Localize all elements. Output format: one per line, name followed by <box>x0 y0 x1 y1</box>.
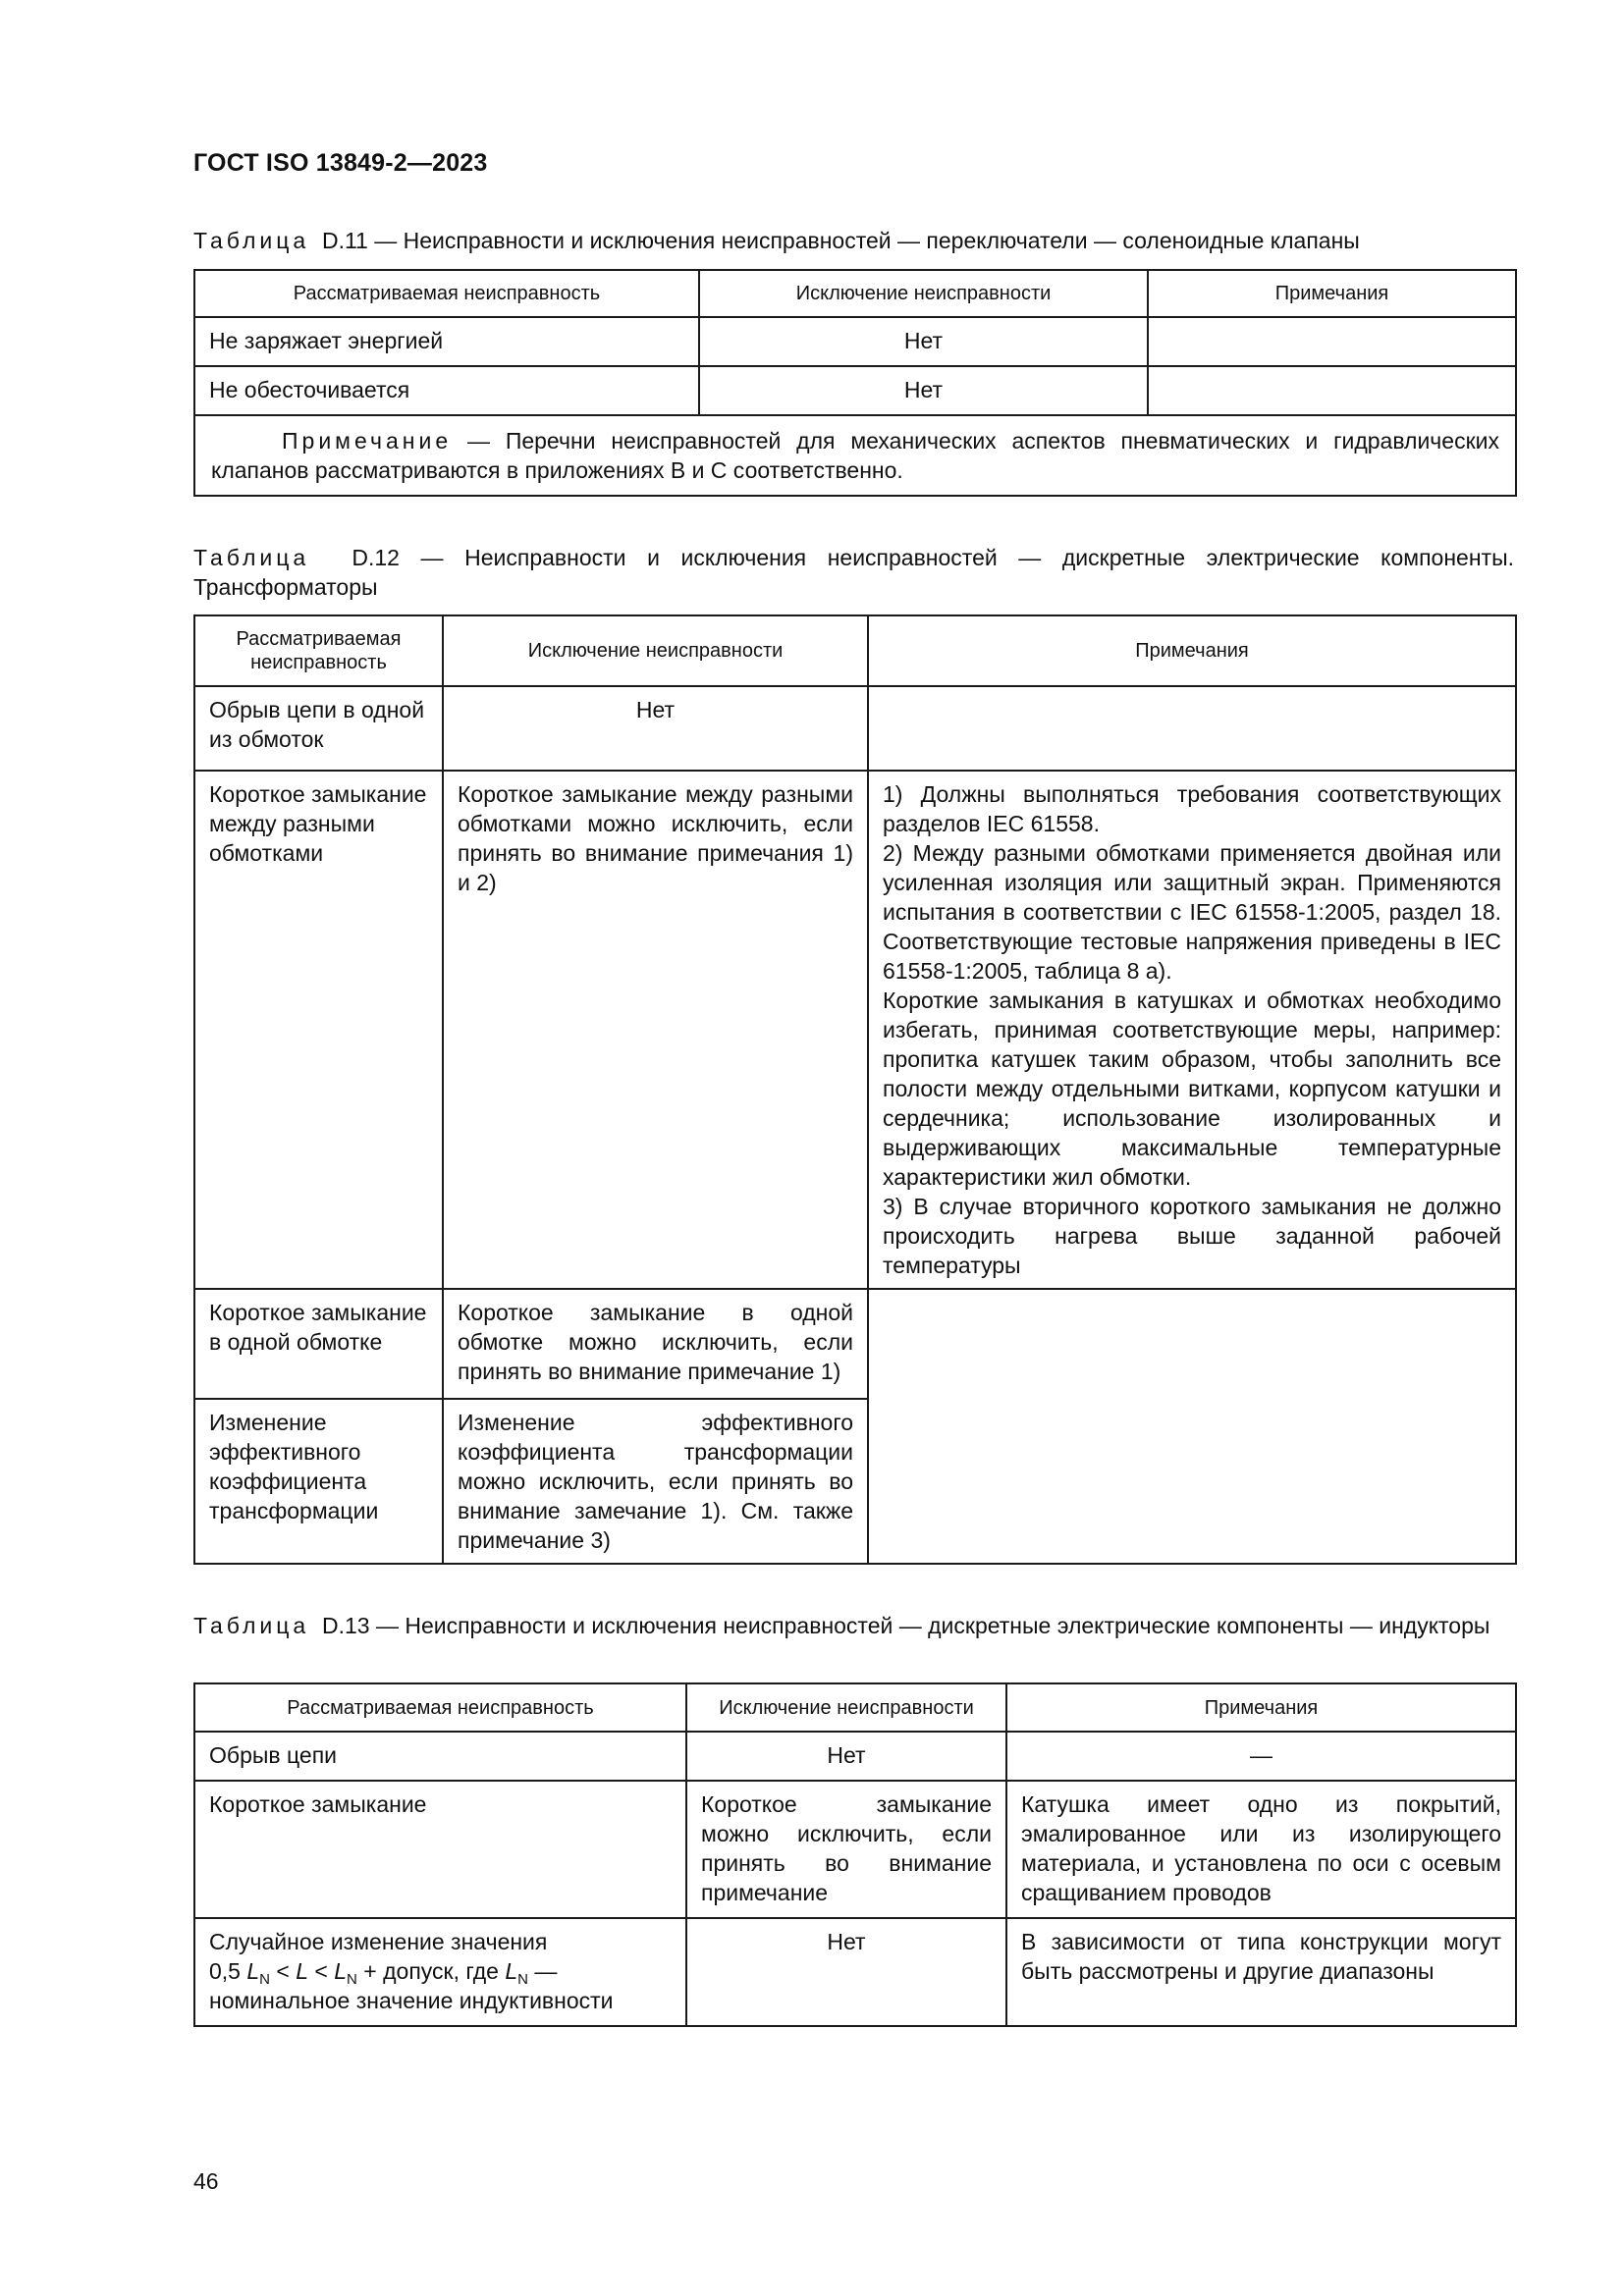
caption-label: Таблица <box>193 1613 310 1638</box>
table-row <box>194 366 1516 415</box>
formula-part: — <box>527 1958 558 1984</box>
table-header-row <box>194 1683 1516 1732</box>
table-row <box>194 686 1516 771</box>
document-header: ГОСТ ISO 13849-2—2023 <box>193 149 488 177</box>
table-header-row <box>194 615 1516 686</box>
notes-cell <box>868 1289 1516 1564</box>
table-d13-caption <box>193 1611 1514 1640</box>
table-note <box>194 415 1516 496</box>
formula-part: + допуск, где <box>356 1958 506 1984</box>
note-paragraph: Короткие замыкания в катушках и обмотках необходимо избегать, принимая соответствующие меры, например: пропитка катушек таким образом, чтобы заполнить все полости между отдельными витками, корпусом катушки и сердечника; использование изолированных и выдерживающих максимальные температурные характеристики жил обмотки. <box>883 988 1501 1190</box>
table-row <box>194 771 1516 1289</box>
exclusion-cell: Короткое замыкание можно исключить, если принять во внимание примечание <box>686 1781 1006 1918</box>
column-header: Исключение неисправности <box>686 1683 1006 1732</box>
table-row <box>194 1781 1516 1918</box>
table-row <box>194 1918 1516 2026</box>
notes-cell <box>1148 317 1516 366</box>
column-header: Примечания <box>1148 270 1516 317</box>
notes-cell <box>1148 366 1516 415</box>
fault-cell <box>194 1918 686 2026</box>
notes-cell: — <box>1006 1732 1516 1781</box>
fault-cell: Короткое замыкание <box>194 1781 686 1918</box>
fault-line: Случайное изменение значения <box>209 1929 548 1954</box>
formula-part: < <box>308 1958 335 1984</box>
notes-cell: В зависимости от типа конструкции могут быть рассмотрены и другие диапазоны <box>1006 1918 1516 2026</box>
formula-subscript: N <box>259 1971 271 1988</box>
notes-cell <box>868 771 1516 1289</box>
column-header: Примечания <box>1006 1683 1516 1732</box>
exclusion-cell: Изменение эффективного коэффициента трансформации можно исключить, если принять во внимание замечание 1). См. также примечание 3) <box>443 1399 868 1564</box>
fault-cell: Обрыв цепи <box>194 1732 686 1781</box>
formula-symbol: L <box>296 1958 309 1984</box>
table-d12-caption <box>193 543 1514 602</box>
fault-formula <box>209 1956 672 1986</box>
note-text: — Перечни неисправностей для механических аспектов пневматических и гидравлических клапанов рассматриваются в приложениях B и C соответственно. <box>211 428 1499 483</box>
exclusion-cell: Короткое замыкание в одной обмотке можно исключить, если принять во внимание примечание 1) <box>443 1289 868 1399</box>
caption-label: Таблица <box>193 228 310 253</box>
column-header: Рассматриваемая неисправность <box>194 1683 686 1732</box>
fault-cell: Изменение эффективного коэффициента трансформации <box>194 1399 443 1564</box>
fault-line: номинальное значение индуктивности <box>209 1988 614 2013</box>
notes-cell <box>868 686 1516 771</box>
fault-cell: Не заряжает энергией <box>194 317 699 366</box>
exclusion-cell: Нет <box>699 317 1148 366</box>
column-header: Исключение неисправности <box>699 270 1148 317</box>
exclusion-cell: Нет <box>443 686 868 771</box>
table-note-row <box>194 415 1516 496</box>
formula-symbol: L <box>505 1958 518 1984</box>
note-paragraph: 3) В случае вторичного короткого замыкания не должно происходить нагрева выше заданной рабочей температуры <box>883 1194 1501 1278</box>
table-d11 <box>193 269 1517 497</box>
table-d11-caption <box>193 226 1514 255</box>
notes-cell: Катушка имеет одно из покрытий, эмалированное или из изолирующего материала, и установлена по оси с осевым сращиванием проводов <box>1006 1781 1516 1918</box>
exclusion-cell: Нет <box>686 1918 1006 2026</box>
formula-part: < <box>270 1958 297 1984</box>
fault-cell: Короткое замыкание в одной обмотке <box>194 1289 443 1399</box>
column-header: Рассматриваемая неисправность <box>194 615 443 686</box>
caption-label: Таблица <box>193 545 310 570</box>
caption-text: D.12 — Неисправности и исключения неисправностей — дискретные электрические компоненты. Трансформаторы <box>193 545 1514 600</box>
exclusion-cell: Короткое замыкание между разными обмотками можно исключить, если принять во внимание примечания 1) и 2) <box>443 771 868 1289</box>
table-row <box>194 1732 1516 1781</box>
table-row <box>194 1289 1516 1399</box>
formula-part: 0,5 <box>209 1958 247 1984</box>
fault-cell: Не обесточивается <box>194 366 699 415</box>
note-paragraph: 1) Должны выполняться требования соответствующих разделов IEC 61558. <box>883 781 1501 836</box>
formula-symbol: L <box>246 1958 260 1984</box>
formula-subscript: N <box>347 1971 357 1988</box>
note-paragraph: 2) Между разными обмотками применяется двойная или усиленная изоляция или защитный экран. Применяются испытания в соответствии с IEC 61558-1:2005, раздел 18. Соответствующие тестовые напряжения приведены в IEC 61558-1:2005, таблица 8 a). <box>883 840 1501 984</box>
fault-cell: Короткое замыкание между разными обмотками <box>194 771 443 1289</box>
note-label: Примечание <box>282 428 453 454</box>
caption-text: D.13 — Неисправности и исключения неисправностей — дискретные электрические компоненты — индукторы <box>321 1613 1490 1638</box>
table-row <box>194 317 1516 366</box>
column-header: Примечания <box>868 615 1516 686</box>
caption-text: D.11 — Неисправности и исключения неисправностей — переключатели — соленоидные клапаны <box>321 228 1360 253</box>
page-number: 46 <box>193 2168 219 2194</box>
column-header: Рассматриваемая неисправность <box>194 270 699 317</box>
table-d13 <box>193 1682 1517 2027</box>
column-header: Исключение неисправности <box>443 615 868 686</box>
exclusion-cell: Нет <box>686 1732 1006 1781</box>
table-header-row <box>194 270 1516 317</box>
table-d12 <box>193 614 1517 1565</box>
formula-symbol: L <box>334 1958 348 1984</box>
fault-cell: Обрыв цепи в одной из обмоток <box>194 686 443 771</box>
exclusion-cell: Нет <box>699 366 1148 415</box>
formula-subscript: N <box>517 1971 528 1988</box>
